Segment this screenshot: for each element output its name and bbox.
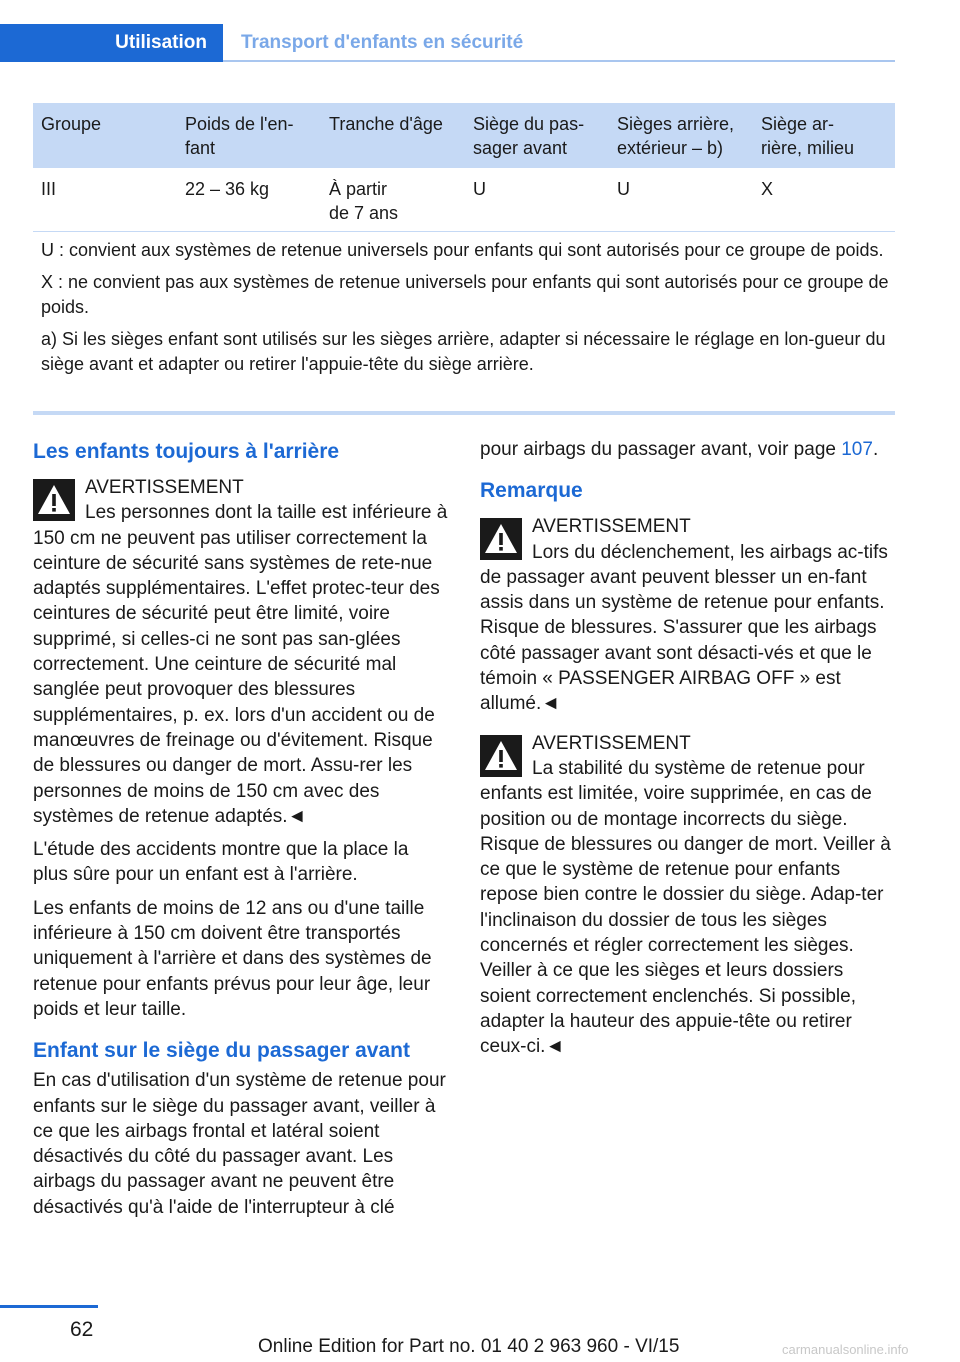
warning-block xyxy=(480,514,895,716)
header-cell-arriere-milieu xyxy=(753,103,895,168)
watermark: carmanualsonline.info xyxy=(782,1342,909,1357)
table-cell: III xyxy=(33,168,177,232)
table-note: X : ne convient pas aux systèmes de retenue universels pour enfants qui sont autorisés pour ce groupe de poids. xyxy=(41,272,889,317)
section-heading-siege-passager: Enfant sur le siège du passager avant xyxy=(33,1039,410,1063)
table-row xyxy=(33,168,895,232)
continued-text: pour airbags du passager avant, voir page xyxy=(480,439,836,460)
header-text: Siège du pas- sager avant xyxy=(473,114,585,158)
table-cell: U xyxy=(465,168,609,232)
header-text: Sièges arrière, extérieur – b) xyxy=(617,114,735,158)
paragraph-continued xyxy=(480,437,895,462)
warning-title: AVERTISSEMENT xyxy=(85,477,244,498)
paragraph: L'étude des accidents montre que la place la plus sûre pour un enfant est à l'arrière. xyxy=(33,839,409,886)
right-column xyxy=(480,437,895,1068)
footer-rule xyxy=(0,1305,98,1308)
header-cell-passager xyxy=(465,103,609,168)
header-divider xyxy=(223,60,895,62)
table-bottom-rule xyxy=(33,411,895,415)
header-cell-age xyxy=(321,103,465,168)
header-text: Poids de l'en- fant xyxy=(185,114,294,158)
warning-text: Lors du déclenchement, les airbags ac-tifs de passager avant peuvent blesser un en-fant assis dans un système de retenue pour enfants. Risque de blessures. S'assurer que les airbags côté passager avant sont désacti-vés et que le témoin « PASSENGER AIRBAG OFF » est allumé.◄ xyxy=(480,541,888,715)
warning-triangle-icon xyxy=(480,518,522,560)
warning-block xyxy=(33,475,448,829)
warning-triangle-icon xyxy=(480,735,522,777)
continued-end: . xyxy=(872,439,879,460)
child-seat-table xyxy=(33,103,895,232)
header-text: Groupe xyxy=(41,114,102,134)
warning-text: Les personnes dont la taille est inférieure à 150 cm ne peuvent pas utiliser correctement la ceinture de sécurité sans systèmes de rete-nue adaptés supplémentaires. L'effet protec-teur des ceintures de sécurité peut être limité, voire supprimé, si celles-ci ne sont pas san-glées correctement. Une ceinture de sécurité mal sanglée peut provoquer des blessures supplémentaires, p. ex. lors d'un accident ou de manœuvres de freinage ou d'évitement. Risque de blessures ou danger de mort. Assu-rer les personnes de moins de 150 cm avec des systèmes de retenue adaptés.◄ xyxy=(33,502,448,827)
table-cell: 22 – 36 kg xyxy=(177,168,321,232)
table-header-row xyxy=(33,103,895,168)
section-heading-enfants-arriere: Les enfants toujours à l'arrière xyxy=(33,440,340,463)
page-link[interactable]: 107 xyxy=(841,439,873,460)
warning-title: AVERTISSEMENT xyxy=(532,516,691,538)
warning-triangle-icon xyxy=(33,479,75,521)
warning-block xyxy=(480,731,895,1060)
header-cell-groupe xyxy=(33,103,177,168)
table-cell: À partir de 7 ans xyxy=(321,168,465,232)
header-bar xyxy=(0,24,895,62)
left-column xyxy=(33,437,448,1228)
table-cell: U xyxy=(609,168,753,232)
tab-transport-enfants[interactable]: Transport d'enfants en sécurité xyxy=(241,32,524,53)
table-cell: X xyxy=(753,168,895,232)
header-cell-arriere-ext xyxy=(609,103,753,168)
table-notes xyxy=(33,238,891,384)
table-note: a) Si les sièges enfant sont utilisés sur les sièges arrière, adapter si nécessaire le réglage en lon-gueur du siège avant et adapter ou retirer l'appuie-tête du siège arrière. xyxy=(41,329,886,374)
tab-utilisation[interactable]: Utilisation xyxy=(0,24,223,62)
paragraph: Les enfants de moins de 12 ans ou d'une taille inférieure à 150 cm doivent être transportés uniquement à l'arrière et dans des systèmes de retenue pour enfants prévus pour leur âge, leur poids et leur taille. xyxy=(33,897,432,1020)
paragraph: En cas d'utilisation d'un système de retenue pour enfants sur le siège du passager avant, veiller à ce que les airbags frontal et latéral soient désactivés du côté du passager avant. Les airbags du passager avant ne peuvent être désactivés qu'à l'aide de l'interrupteur à clé xyxy=(33,1070,446,1218)
page-number: 62 xyxy=(70,1318,94,1341)
table-note: U : convient aux systèmes de retenue universels pour enfants qui sont autorisés pour ce groupe de poids. xyxy=(41,240,884,260)
warning-title: AVERTISSEMENT xyxy=(532,732,691,754)
header-cell-poids xyxy=(177,103,321,168)
header-text: Siège ar- rière, milieu xyxy=(761,114,855,158)
edition-text: Online Edition for Part no. 01 40 2 963 960 - VI/15 xyxy=(258,1336,680,1357)
warning-text: La stabilité du système de retenue pour enfants est limitée, voire supprimée, en cas de position ou de montage incorrects du siège. Risque de blessures ou danger de mort. Veiller à ce que le système de retenue pour enfants repose bien contre le dossier du siège. Adap-ter l'inclinaison du dossier de tous les sièges concernés et régler correctement les sièges. Veiller à ce que les sièges et leurs dossiers soient correctement enclenchés. Si possible, adapter la hauteur des appuie-tête ou retirer ceux-ci.◄ xyxy=(480,757,891,1058)
section-heading-remarque: Remarque xyxy=(480,479,583,503)
header-text: Tranche d'âge xyxy=(329,114,443,134)
